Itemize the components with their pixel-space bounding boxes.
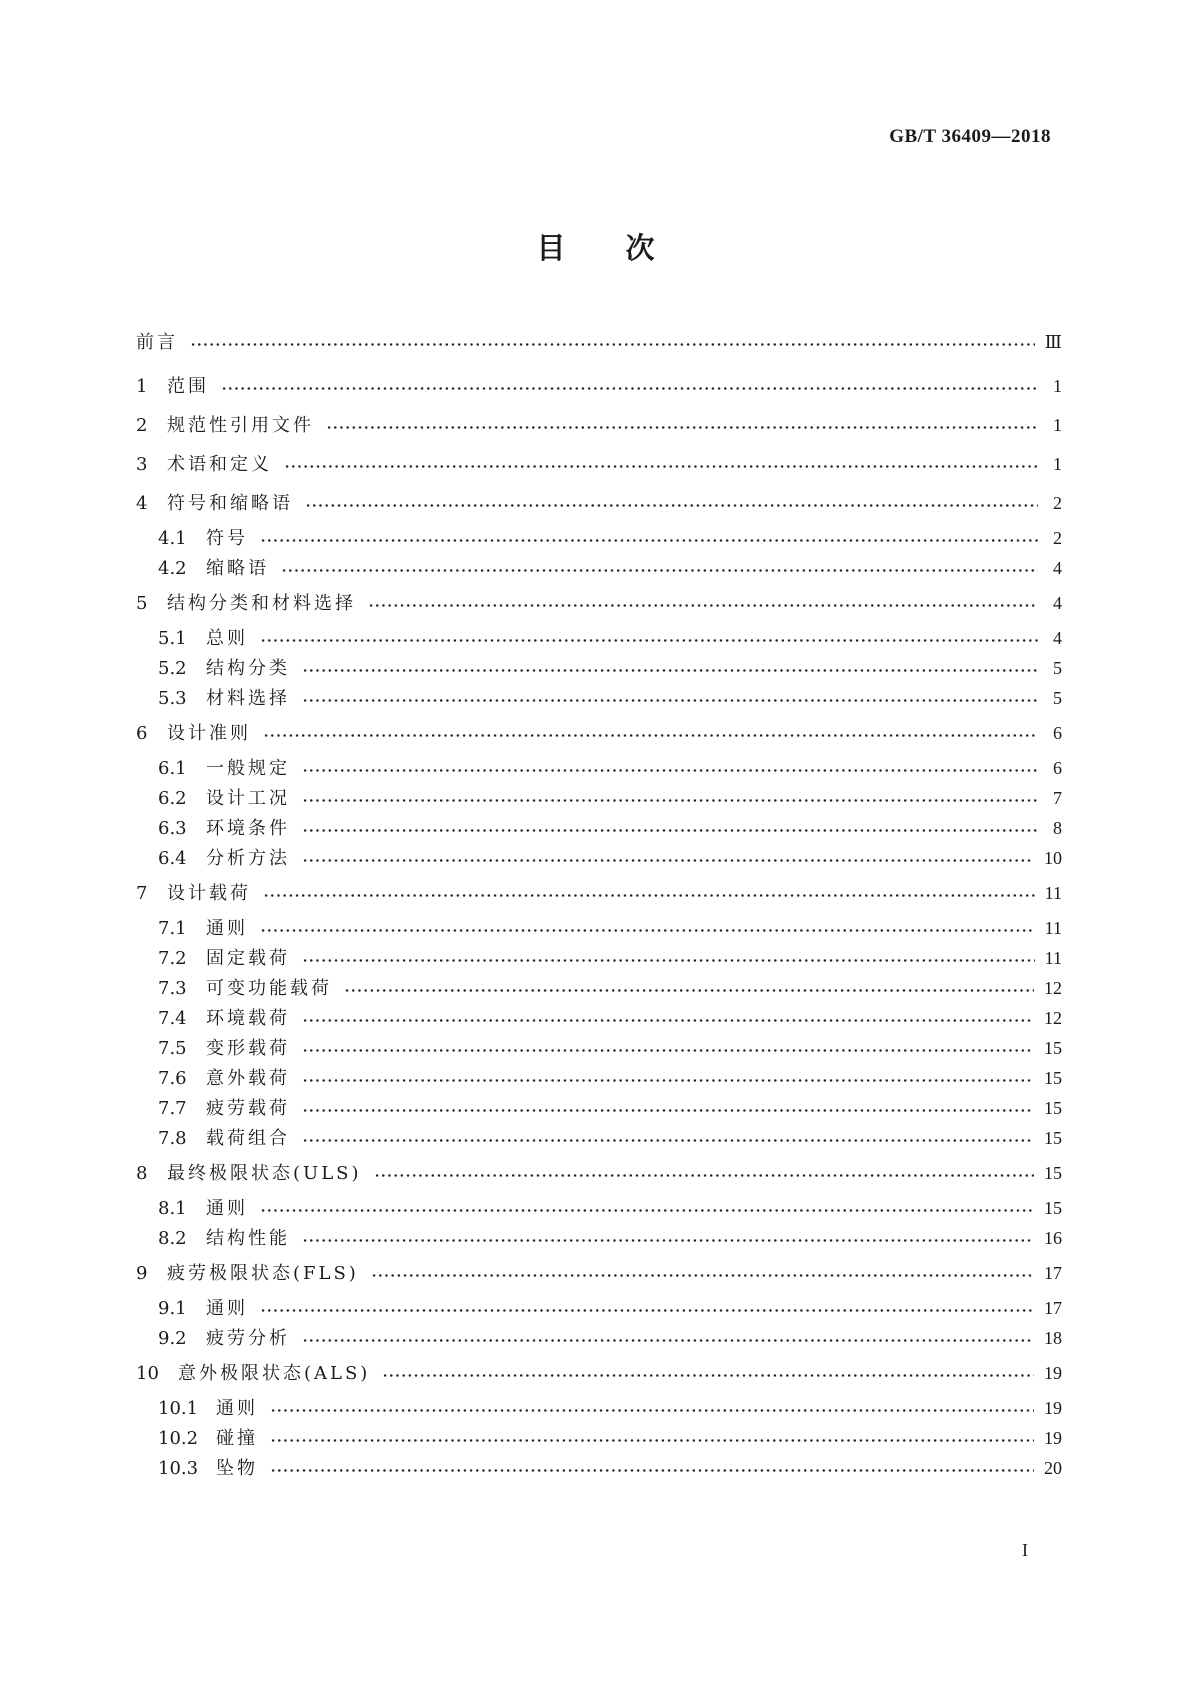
toc-entry[interactable] <box>136 1426 1062 1451</box>
toc-entry-number: 9.1 <box>158 1298 187 1319</box>
toc-entry-number: 6 <box>136 723 148 744</box>
toc-entry-number: 4.1 <box>158 528 187 549</box>
toc-entry-page: 15 <box>1044 1198 1062 1218</box>
toc-entry[interactable] <box>136 626 1062 651</box>
toc-entry-title: 规范性引用文件 <box>167 415 314 436</box>
toc-entry-page: 17 <box>1044 1298 1062 1318</box>
toc-entry-title: 设计准则 <box>167 723 251 744</box>
toc-entry-number: 7.4 <box>158 1008 187 1029</box>
toc-entry-number: 5 <box>136 593 148 614</box>
toc-leader-dots <box>221 387 1038 390</box>
toc-entry-number: 7 <box>136 883 148 904</box>
toc-leader-dots <box>302 1079 1034 1082</box>
toc-entry-number: 7.1 <box>158 918 187 939</box>
toc-entry-number: 5.2 <box>158 658 187 679</box>
toc-entry-number: 7.5 <box>158 1038 187 1059</box>
toc-entry-title: 固定载荷 <box>206 948 290 969</box>
toc-entry-number: 3 <box>136 454 148 475</box>
toc-entry-number: 10.2 <box>158 1428 199 1449</box>
toc-leader-dots <box>302 859 1034 862</box>
toc-entry[interactable] <box>136 756 1062 781</box>
toc-leader-dots <box>263 894 1035 897</box>
table-of-contents <box>136 330 1062 1481</box>
toc-entry-number: 10 <box>136 1363 159 1384</box>
toc-leader-dots <box>260 539 1038 542</box>
toc-entry-page: 19 <box>1044 1398 1062 1418</box>
toc-entry-page: 5 <box>1053 688 1062 708</box>
toc-entry-number: 7.8 <box>158 1128 187 1149</box>
toc-entry-title: 变形载荷 <box>206 1038 290 1059</box>
toc-leader-dots <box>302 829 1038 832</box>
toc-entry-page: 11 <box>1044 918 1062 938</box>
toc-entry[interactable] <box>136 686 1062 711</box>
toc-entry[interactable] <box>136 452 1062 477</box>
toc-entry-page: 12 <box>1044 978 1062 998</box>
toc-entry-page: 6 <box>1053 758 1062 778</box>
toc-entry[interactable] <box>136 1006 1062 1031</box>
toc-entry-page: 15 <box>1044 1098 1062 1118</box>
toc-leader-dots <box>374 1174 1035 1177</box>
toc-entry-title: 分析方法 <box>206 848 290 869</box>
toc-entry[interactable] <box>136 1161 1062 1186</box>
toc-entry-page: 2 <box>1053 528 1062 548</box>
toc-entry[interactable] <box>136 1326 1062 1351</box>
toc-entry-number: 5.1 <box>158 628 187 649</box>
toc-entry-number: 10.3 <box>158 1458 199 1479</box>
toc-leader-dots <box>302 1339 1034 1342</box>
toc-entry-title: 碰撞 <box>216 1428 258 1449</box>
toc-entry-number: 8.1 <box>158 1198 187 1219</box>
toc-entry-number: 7.7 <box>158 1098 187 1119</box>
toc-entry[interactable] <box>136 413 1062 438</box>
toc-leader-dots <box>270 1439 1034 1442</box>
toc-entry-title: 最终极限状态(ULS) <box>167 1163 362 1184</box>
toc-entry[interactable] <box>136 1096 1062 1121</box>
toc-entry-page: 1 <box>1053 415 1062 435</box>
toc-entry-page: 5 <box>1053 658 1062 678</box>
toc-leader-dots <box>284 465 1038 468</box>
toc-entry-title: 可变功能载荷 <box>206 978 332 999</box>
toc-entry-title: 结构性能 <box>206 1228 290 1249</box>
toc-entry-title: 疲劳分析 <box>206 1328 290 1349</box>
toc-entry-number: 4.2 <box>158 558 187 579</box>
toc-entry[interactable] <box>136 656 1062 681</box>
toc-entry-number: 6.1 <box>158 758 187 779</box>
toc-entry-title: 总则 <box>206 628 248 649</box>
page-number: I <box>1022 1540 1028 1560</box>
toc-entry[interactable] <box>136 1196 1062 1221</box>
toc-entry[interactable] <box>136 976 1062 1001</box>
toc-leader-dots <box>302 699 1038 702</box>
toc-entry-number: 8 <box>136 1163 148 1184</box>
toc-leader-dots <box>270 1469 1034 1472</box>
toc-entry[interactable] <box>136 526 1062 551</box>
toc-leader-dots <box>281 569 1038 572</box>
toc-entry[interactable] <box>136 491 1062 516</box>
toc-entry-page: Ⅲ <box>1044 332 1062 352</box>
page-title: 目次 <box>536 231 715 265</box>
toc-leader-dots <box>302 959 1035 962</box>
toc-entry[interactable] <box>136 591 1062 616</box>
toc-entry[interactable] <box>136 1126 1062 1151</box>
toc-entry-page: 4 <box>1053 628 1062 648</box>
toc-entry-page: 12 <box>1044 1008 1062 1028</box>
toc-entry[interactable] <box>136 1456 1062 1481</box>
toc-entry[interactable] <box>136 946 1062 971</box>
toc-entry-number: 8.2 <box>158 1228 187 1249</box>
toc-entry-title: 一般规定 <box>206 758 290 779</box>
toc-leader-dots <box>260 1309 1034 1312</box>
toc-entry-page: 1 <box>1053 454 1062 474</box>
toc-entry-page: 20 <box>1044 1458 1062 1478</box>
toc-entry-title: 前言 <box>136 332 178 353</box>
toc-entry-number: 7.3 <box>158 978 187 999</box>
toc-entry[interactable] <box>136 1226 1062 1251</box>
toc-entry[interactable] <box>136 1261 1062 1286</box>
toc-entry-title: 范围 <box>167 376 209 397</box>
toc-leader-dots <box>270 1409 1034 1412</box>
toc-entry-page: 15 <box>1044 1163 1062 1183</box>
toc-entry-number: 5.3 <box>158 688 187 709</box>
toc-entry[interactable] <box>136 1066 1062 1091</box>
toc-entry-title: 意外极限状态(ALS) <box>178 1363 371 1384</box>
toc-entry[interactable] <box>136 1396 1062 1421</box>
toc-leader-dots <box>302 769 1038 772</box>
toc-entry[interactable] <box>136 1361 1062 1386</box>
toc-entry-number: 7.6 <box>158 1068 187 1089</box>
toc-entry-title: 符号和缩略语 <box>167 493 293 514</box>
toc-entry-title: 通则 <box>206 1198 248 1219</box>
toc-entry-title: 符号 <box>206 528 248 549</box>
toc-leader-dots <box>344 989 1034 992</box>
standard-code: GB/T 36409—2018 <box>889 126 1051 147</box>
toc-entry-title: 疲劳极限状态(FLS) <box>167 1263 359 1284</box>
toc-entry-title: 设计载荷 <box>167 883 251 904</box>
toc-leader-dots <box>260 929 1035 932</box>
toc-entry-page: 4 <box>1053 558 1062 578</box>
toc-leader-dots <box>190 343 1035 346</box>
toc-entry-number: 6.4 <box>158 848 187 869</box>
toc-entry-page: 6 <box>1053 723 1062 743</box>
toc-leader-dots <box>260 1209 1034 1212</box>
toc-entry-title: 设计工况 <box>206 788 290 809</box>
toc-entry[interactable] <box>136 786 1062 811</box>
toc-entry-title: 环境载荷 <box>206 1008 290 1029</box>
toc-leader-dots <box>302 1139 1034 1142</box>
toc-entry-page: 11 <box>1044 883 1062 903</box>
toc-entry-number: 4 <box>136 493 148 514</box>
toc-entry[interactable] <box>136 881 1062 906</box>
toc-entry-page: 1 <box>1053 376 1062 396</box>
toc-entry[interactable] <box>136 1036 1062 1061</box>
toc-entry-number: 9.2 <box>158 1328 187 1349</box>
toc-leader-dots <box>260 639 1038 642</box>
toc-entry-number: 9 <box>136 1263 148 1284</box>
toc-entry-page: 4 <box>1053 593 1062 613</box>
toc-leader-dots <box>302 1019 1034 1022</box>
toc-entry-page: 16 <box>1044 1228 1062 1248</box>
toc-entry-title: 意外载荷 <box>206 1068 290 1089</box>
toc-entry-number: 10.1 <box>158 1398 199 1419</box>
toc-leader-dots <box>371 1274 1034 1277</box>
toc-entry-title: 缩略语 <box>206 558 269 579</box>
toc-entry[interactable] <box>136 846 1062 871</box>
toc-entry-page: 2 <box>1053 493 1062 513</box>
toc-entry-number: 6.3 <box>158 818 187 839</box>
toc-entry[interactable] <box>136 721 1062 746</box>
toc-entry-page: 15 <box>1044 1128 1062 1148</box>
toc-leader-dots <box>382 1374 1034 1377</box>
toc-leader-dots <box>305 504 1038 507</box>
toc-entry-page: 10 <box>1044 848 1062 868</box>
toc-entry-page: 7 <box>1053 788 1062 808</box>
toc-entry[interactable] <box>136 330 1062 355</box>
toc-entry[interactable] <box>136 374 1062 399</box>
toc-entry[interactable] <box>136 916 1062 941</box>
toc-leader-dots <box>302 1049 1034 1052</box>
toc-entry-number: 2 <box>136 415 148 436</box>
toc-leader-dots <box>326 426 1038 429</box>
toc-leader-dots <box>263 734 1038 737</box>
toc-entry-title: 术语和定义 <box>167 454 272 475</box>
toc-leader-dots <box>302 799 1038 802</box>
toc-entry-title: 材料选择 <box>206 688 290 709</box>
toc-entry-page: 17 <box>1044 1263 1062 1283</box>
toc-entry-number: 6.2 <box>158 788 187 809</box>
toc-entry-page: 15 <box>1044 1038 1062 1058</box>
toc-entry-title: 通则 <box>206 1298 248 1319</box>
toc-entry-page: 8 <box>1053 818 1062 838</box>
toc-entry-page: 11 <box>1044 948 1062 968</box>
toc-entry-page: 15 <box>1044 1068 1062 1088</box>
toc-leader-dots <box>302 669 1038 672</box>
toc-entry[interactable] <box>136 556 1062 581</box>
toc-entry-title: 疲劳载荷 <box>206 1098 290 1119</box>
toc-entry-title: 结构分类 <box>206 658 290 679</box>
toc-entry[interactable] <box>136 1296 1062 1321</box>
toc-entry-title: 通则 <box>216 1398 258 1419</box>
toc-leader-dots <box>302 1239 1034 1242</box>
toc-entry-number: 1 <box>136 376 148 397</box>
toc-entry-title: 坠物 <box>216 1458 258 1479</box>
toc-leader-dots <box>302 1109 1034 1112</box>
toc-entry[interactable] <box>136 816 1062 841</box>
toc-entry-title: 通则 <box>206 918 248 939</box>
toc-entry-page: 19 <box>1044 1363 1062 1383</box>
toc-entry-page: 18 <box>1044 1328 1062 1348</box>
toc-entry-number: 7.2 <box>158 948 187 969</box>
toc-entry-title: 环境条件 <box>206 818 290 839</box>
toc-entry-title: 结构分类和材料选择 <box>167 593 356 614</box>
toc-entry-title: 载荷组合 <box>206 1128 290 1149</box>
toc-entry-page: 19 <box>1044 1428 1062 1448</box>
toc-leader-dots <box>368 604 1038 607</box>
